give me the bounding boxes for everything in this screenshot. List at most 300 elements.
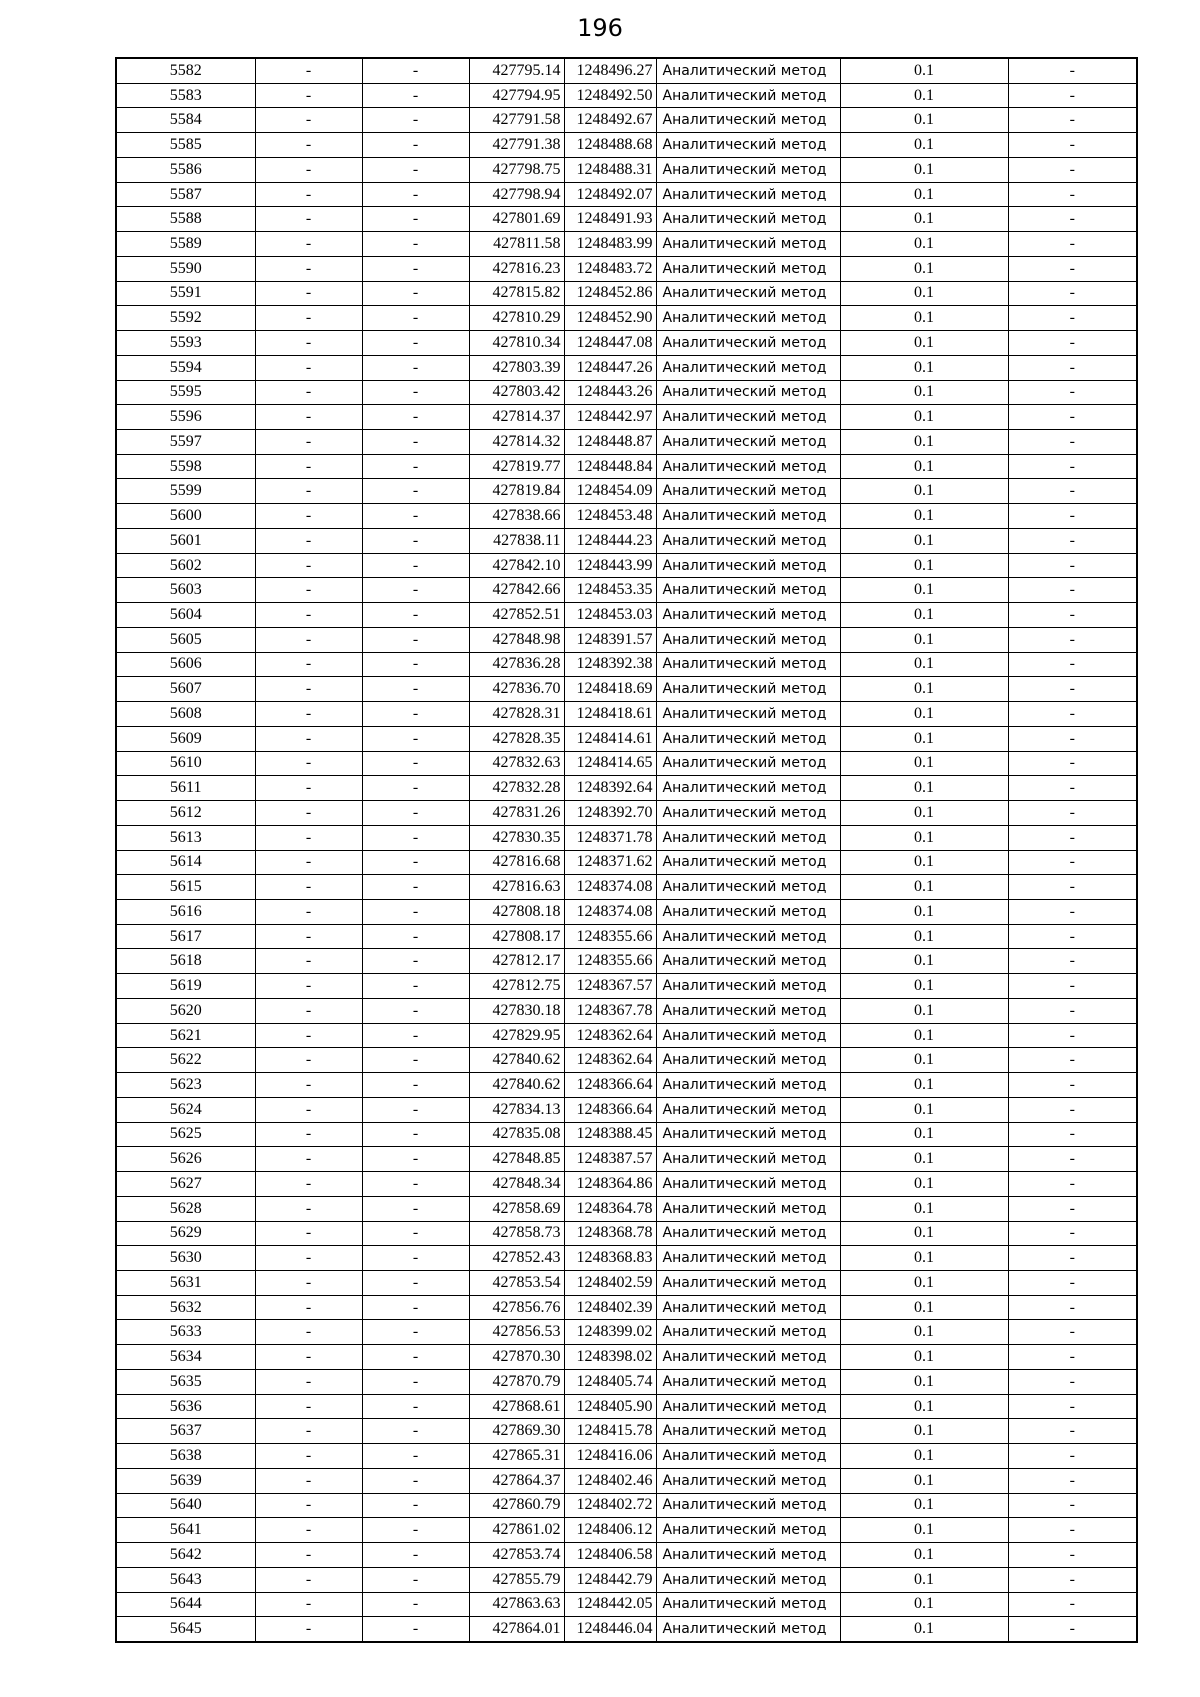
method-cell: Аналитический метод (656, 1518, 840, 1543)
empty-value-cell: - (362, 430, 469, 455)
empty-value-cell: - (255, 1172, 362, 1197)
method-cell: Аналитический метод (656, 1172, 840, 1197)
method-cell: Аналитический метод (656, 306, 840, 331)
method-cell: Аналитический метод (656, 1444, 840, 1469)
y-coordinate-cell: 1248418.69 (564, 677, 656, 702)
x-coordinate-cell: 427810.34 (469, 331, 564, 356)
y-coordinate-cell: 1248364.78 (564, 1196, 656, 1221)
point-number-cell: 5596 (116, 405, 255, 430)
table-row (116, 182, 1137, 207)
x-coordinate-cell: 427848.98 (469, 627, 564, 652)
note-cell: - (1008, 528, 1137, 553)
y-coordinate-cell: 1248355.66 (564, 949, 656, 974)
note-cell: - (1008, 924, 1137, 949)
accuracy-cell: 0.1 (840, 1543, 1008, 1568)
x-coordinate-cell: 427858.73 (469, 1221, 564, 1246)
x-coordinate-cell: 427842.66 (469, 578, 564, 603)
y-coordinate-cell: 1248367.57 (564, 974, 656, 999)
empty-value-cell: - (362, 182, 469, 207)
y-coordinate-cell: 1248453.35 (564, 578, 656, 603)
y-coordinate-cell: 1248362.64 (564, 1048, 656, 1073)
point-number-cell: 5591 (116, 281, 255, 306)
accuracy-cell: 0.1 (840, 1048, 1008, 1073)
table-body (116, 58, 1137, 1642)
method-cell: Аналитический метод (656, 776, 840, 801)
y-coordinate-cell: 1248402.46 (564, 1468, 656, 1493)
point-number-cell: 5643 (116, 1567, 255, 1592)
note-cell: - (1008, 825, 1137, 850)
y-coordinate-cell: 1248414.65 (564, 751, 656, 776)
method-cell: Аналитический метод (656, 1147, 840, 1172)
method-cell: Аналитический метод (656, 504, 840, 529)
table-row (116, 726, 1137, 751)
table-row (116, 1345, 1137, 1370)
method-cell: Аналитический метод (656, 157, 840, 182)
table-row (116, 1122, 1137, 1147)
note-cell: - (1008, 702, 1137, 727)
method-cell: Аналитический метод (656, 1543, 840, 1568)
y-coordinate-cell: 1248453.03 (564, 603, 656, 628)
empty-value-cell: - (255, 306, 362, 331)
note-cell: - (1008, 355, 1137, 380)
empty-value-cell: - (362, 380, 469, 405)
empty-value-cell: - (255, 1023, 362, 1048)
empty-value-cell: - (362, 1394, 469, 1419)
empty-value-cell: - (255, 1097, 362, 1122)
y-coordinate-cell: 1248392.70 (564, 801, 656, 826)
empty-value-cell: - (362, 1592, 469, 1617)
y-coordinate-cell: 1248402.59 (564, 1270, 656, 1295)
method-cell: Аналитический метод (656, 405, 840, 430)
accuracy-cell: 0.1 (840, 1270, 1008, 1295)
empty-value-cell: - (255, 801, 362, 826)
y-coordinate-cell: 1248453.48 (564, 504, 656, 529)
accuracy-cell: 0.1 (840, 306, 1008, 331)
x-coordinate-cell: 427842.10 (469, 553, 564, 578)
empty-value-cell: - (362, 1122, 469, 1147)
empty-value-cell: - (255, 1518, 362, 1543)
point-number-cell: 5585 (116, 133, 255, 158)
empty-value-cell: - (362, 974, 469, 999)
note-cell: - (1008, 1221, 1137, 1246)
point-number-cell: 5624 (116, 1097, 255, 1122)
table-row (116, 1172, 1137, 1197)
empty-value-cell: - (362, 1369, 469, 1394)
accuracy-cell: 0.1 (840, 1196, 1008, 1221)
empty-value-cell: - (362, 801, 469, 826)
table-row (116, 1518, 1137, 1543)
method-cell: Аналитический метод (656, 182, 840, 207)
accuracy-cell: 0.1 (840, 1345, 1008, 1370)
accuracy-cell: 0.1 (840, 1592, 1008, 1617)
point-number-cell: 5631 (116, 1270, 255, 1295)
table-row (116, 998, 1137, 1023)
y-coordinate-cell: 1248406.58 (564, 1543, 656, 1568)
y-coordinate-cell: 1248448.87 (564, 430, 656, 455)
note-cell: - (1008, 1122, 1137, 1147)
point-number-cell: 5627 (116, 1172, 255, 1197)
empty-value-cell: - (255, 1468, 362, 1493)
method-cell: Аналитический метод (656, 998, 840, 1023)
accuracy-cell: 0.1 (840, 776, 1008, 801)
note-cell: - (1008, 899, 1137, 924)
y-coordinate-cell: 1248371.62 (564, 850, 656, 875)
point-number-cell: 5586 (116, 157, 255, 182)
empty-value-cell: - (362, 306, 469, 331)
y-coordinate-cell: 1248405.74 (564, 1369, 656, 1394)
accuracy-cell: 0.1 (840, 1394, 1008, 1419)
x-coordinate-cell: 427864.01 (469, 1617, 564, 1642)
note-cell: - (1008, 1023, 1137, 1048)
accuracy-cell: 0.1 (840, 949, 1008, 974)
note-cell: - (1008, 751, 1137, 776)
y-coordinate-cell: 1248443.26 (564, 380, 656, 405)
x-coordinate-cell: 427836.28 (469, 652, 564, 677)
table-row (116, 776, 1137, 801)
point-number-cell: 5633 (116, 1320, 255, 1345)
accuracy-cell: 0.1 (840, 430, 1008, 455)
note-cell: - (1008, 949, 1137, 974)
note-cell: - (1008, 380, 1137, 405)
note-cell: - (1008, 1295, 1137, 1320)
table-row (116, 256, 1137, 281)
accuracy-cell: 0.1 (840, 1518, 1008, 1543)
method-cell: Аналитический метод (656, 1221, 840, 1246)
note-cell: - (1008, 875, 1137, 900)
y-coordinate-cell: 1248388.45 (564, 1122, 656, 1147)
method-cell: Аналитический метод (656, 380, 840, 405)
method-cell: Аналитический метод (656, 454, 840, 479)
table-row (116, 1320, 1137, 1345)
y-coordinate-cell: 1248492.67 (564, 108, 656, 133)
table-row (116, 702, 1137, 727)
note-cell: - (1008, 553, 1137, 578)
empty-value-cell: - (362, 454, 469, 479)
empty-value-cell: - (362, 578, 469, 603)
table-row (116, 875, 1137, 900)
accuracy-cell: 0.1 (840, 504, 1008, 529)
accuracy-cell: 0.1 (840, 58, 1008, 83)
y-coordinate-cell: 1248492.50 (564, 83, 656, 108)
table-row (116, 1270, 1137, 1295)
empty-value-cell: - (255, 528, 362, 553)
y-coordinate-cell: 1248492.07 (564, 182, 656, 207)
table-row (116, 627, 1137, 652)
x-coordinate-cell: 427828.35 (469, 726, 564, 751)
accuracy-cell: 0.1 (840, 1073, 1008, 1098)
empty-value-cell: - (255, 1147, 362, 1172)
y-coordinate-cell: 1248355.66 (564, 924, 656, 949)
empty-value-cell: - (362, 1196, 469, 1221)
empty-value-cell: - (362, 355, 469, 380)
accuracy-cell: 0.1 (840, 553, 1008, 578)
accuracy-cell: 0.1 (840, 702, 1008, 727)
y-coordinate-cell: 1248448.84 (564, 454, 656, 479)
table-row (116, 801, 1137, 826)
point-number-cell: 5619 (116, 974, 255, 999)
table-row (116, 331, 1137, 356)
empty-value-cell: - (255, 1567, 362, 1592)
empty-value-cell: - (362, 899, 469, 924)
empty-value-cell: - (255, 58, 362, 83)
x-coordinate-cell: 427832.63 (469, 751, 564, 776)
point-number-cell: 5614 (116, 850, 255, 875)
accuracy-cell: 0.1 (840, 1493, 1008, 1518)
note-cell: - (1008, 1196, 1137, 1221)
table-row (116, 1246, 1137, 1271)
note-cell: - (1008, 479, 1137, 504)
note-cell: - (1008, 504, 1137, 529)
y-coordinate-cell: 1248414.61 (564, 726, 656, 751)
point-number-cell: 5604 (116, 603, 255, 628)
empty-value-cell: - (362, 1617, 469, 1642)
empty-value-cell: - (255, 776, 362, 801)
x-coordinate-cell: 427810.29 (469, 306, 564, 331)
point-number-cell: 5642 (116, 1543, 255, 1568)
y-coordinate-cell: 1248402.39 (564, 1295, 656, 1320)
empty-value-cell: - (255, 998, 362, 1023)
accuracy-cell: 0.1 (840, 182, 1008, 207)
y-coordinate-cell: 1248442.79 (564, 1567, 656, 1592)
point-number-cell: 5600 (116, 504, 255, 529)
empty-value-cell: - (362, 751, 469, 776)
note-cell: - (1008, 405, 1137, 430)
empty-value-cell: - (255, 1295, 362, 1320)
x-coordinate-cell: 427811.58 (469, 232, 564, 257)
point-number-cell: 5606 (116, 652, 255, 677)
empty-value-cell: - (362, 924, 469, 949)
point-number-cell: 5595 (116, 380, 255, 405)
empty-value-cell: - (255, 627, 362, 652)
empty-value-cell: - (255, 1345, 362, 1370)
accuracy-cell: 0.1 (840, 108, 1008, 133)
note-cell: - (1008, 1345, 1137, 1370)
point-number-cell: 5639 (116, 1468, 255, 1493)
x-coordinate-cell: 427853.54 (469, 1270, 564, 1295)
empty-value-cell: - (362, 726, 469, 751)
empty-value-cell: - (255, 405, 362, 430)
note-cell: - (1008, 1567, 1137, 1592)
note-cell: - (1008, 430, 1137, 455)
y-coordinate-cell: 1248402.72 (564, 1493, 656, 1518)
note-cell: - (1008, 281, 1137, 306)
empty-value-cell: - (255, 751, 362, 776)
method-cell: Аналитический метод (656, 281, 840, 306)
empty-value-cell: - (255, 380, 362, 405)
method-cell: Аналитический метод (656, 1468, 840, 1493)
point-number-cell: 5615 (116, 875, 255, 900)
x-coordinate-cell: 427808.17 (469, 924, 564, 949)
x-coordinate-cell: 427791.58 (469, 108, 564, 133)
empty-value-cell: - (362, 157, 469, 182)
method-cell: Аналитический метод (656, 677, 840, 702)
y-coordinate-cell: 1248367.78 (564, 998, 656, 1023)
point-number-cell: 5611 (116, 776, 255, 801)
x-coordinate-cell: 427835.08 (469, 1122, 564, 1147)
x-coordinate-cell: 427840.62 (469, 1073, 564, 1098)
y-coordinate-cell: 1248362.64 (564, 1023, 656, 1048)
accuracy-cell: 0.1 (840, 1122, 1008, 1147)
empty-value-cell: - (255, 157, 362, 182)
x-coordinate-cell: 427801.69 (469, 207, 564, 232)
table-row (116, 677, 1137, 702)
method-cell: Аналитический метод (656, 1196, 840, 1221)
note-cell: - (1008, 1444, 1137, 1469)
table-row (116, 924, 1137, 949)
accuracy-cell: 0.1 (840, 1221, 1008, 1246)
point-number-cell: 5645 (116, 1617, 255, 1642)
table-row (116, 355, 1137, 380)
empty-value-cell: - (255, 454, 362, 479)
y-coordinate-cell: 1248446.04 (564, 1617, 656, 1642)
accuracy-cell: 0.1 (840, 454, 1008, 479)
empty-value-cell: - (362, 528, 469, 553)
empty-value-cell: - (255, 1122, 362, 1147)
empty-value-cell: - (362, 1246, 469, 1271)
x-coordinate-cell: 427848.85 (469, 1147, 564, 1172)
note-cell: - (1008, 58, 1137, 83)
table-row (116, 232, 1137, 257)
method-cell: Аналитический метод (656, 1592, 840, 1617)
point-number-cell: 5644 (116, 1592, 255, 1617)
empty-value-cell: - (255, 825, 362, 850)
table-row (116, 1567, 1137, 1592)
y-coordinate-cell: 1248418.61 (564, 702, 656, 727)
x-coordinate-cell: 427814.37 (469, 405, 564, 430)
table-row (116, 479, 1137, 504)
empty-value-cell: - (255, 355, 362, 380)
empty-value-cell: - (255, 430, 362, 455)
method-cell: Аналитический метод (656, 1073, 840, 1098)
note-cell: - (1008, 1518, 1137, 1543)
accuracy-cell: 0.1 (840, 751, 1008, 776)
method-cell: Аналитический метод (656, 924, 840, 949)
note-cell: - (1008, 1369, 1137, 1394)
empty-value-cell: - (255, 850, 362, 875)
x-coordinate-cell: 427861.02 (469, 1518, 564, 1543)
x-coordinate-cell: 427795.14 (469, 58, 564, 83)
note-cell: - (1008, 998, 1137, 1023)
x-coordinate-cell: 427856.53 (469, 1320, 564, 1345)
empty-value-cell: - (255, 232, 362, 257)
empty-value-cell: - (362, 207, 469, 232)
table-row (116, 1468, 1137, 1493)
empty-value-cell: - (255, 504, 362, 529)
empty-value-cell: - (255, 603, 362, 628)
table-row (116, 58, 1137, 83)
method-cell: Аналитический метод (656, 1097, 840, 1122)
y-coordinate-cell: 1248366.64 (564, 1097, 656, 1122)
accuracy-cell: 0.1 (840, 479, 1008, 504)
table-row (116, 850, 1137, 875)
x-coordinate-cell: 427856.76 (469, 1295, 564, 1320)
accuracy-cell: 0.1 (840, 801, 1008, 826)
y-coordinate-cell: 1248368.83 (564, 1246, 656, 1271)
accuracy-cell: 0.1 (840, 157, 1008, 182)
x-coordinate-cell: 427829.95 (469, 1023, 564, 1048)
table-row (116, 1543, 1137, 1568)
x-coordinate-cell: 427853.74 (469, 1543, 564, 1568)
accuracy-cell: 0.1 (840, 232, 1008, 257)
table-row (116, 1221, 1137, 1246)
note-cell: - (1008, 1419, 1137, 1444)
note-cell: - (1008, 1246, 1137, 1271)
x-coordinate-cell: 427819.84 (469, 479, 564, 504)
empty-value-cell: - (255, 949, 362, 974)
note-cell: - (1008, 1073, 1137, 1098)
empty-value-cell: - (362, 1345, 469, 1370)
table-row (116, 553, 1137, 578)
accuracy-cell: 0.1 (840, 875, 1008, 900)
point-number-cell: 5630 (116, 1246, 255, 1271)
point-number-cell: 5593 (116, 331, 255, 356)
empty-value-cell: - (362, 504, 469, 529)
note-cell: - (1008, 1172, 1137, 1197)
x-coordinate-cell: 427814.32 (469, 430, 564, 455)
empty-value-cell: - (362, 1543, 469, 1568)
y-coordinate-cell: 1248399.02 (564, 1320, 656, 1345)
empty-value-cell: - (362, 1023, 469, 1048)
empty-value-cell: - (255, 1444, 362, 1469)
accuracy-cell: 0.1 (840, 1147, 1008, 1172)
point-number-cell: 5608 (116, 702, 255, 727)
note-cell: - (1008, 1617, 1137, 1642)
table-row (116, 751, 1137, 776)
method-cell: Аналитический метод (656, 850, 840, 875)
empty-value-cell: - (362, 1320, 469, 1345)
empty-value-cell: - (255, 652, 362, 677)
empty-value-cell: - (255, 974, 362, 999)
accuracy-cell: 0.1 (840, 133, 1008, 158)
y-coordinate-cell: 1248491.93 (564, 207, 656, 232)
table-row (116, 1444, 1137, 1469)
y-coordinate-cell: 1248368.78 (564, 1221, 656, 1246)
table-row (116, 83, 1137, 108)
x-coordinate-cell: 427870.79 (469, 1369, 564, 1394)
x-coordinate-cell: 427864.37 (469, 1468, 564, 1493)
table-row (116, 1295, 1137, 1320)
y-coordinate-cell: 1248452.86 (564, 281, 656, 306)
method-cell: Аналитический метод (656, 751, 840, 776)
point-number-cell: 5618 (116, 949, 255, 974)
accuracy-cell: 0.1 (840, 924, 1008, 949)
empty-value-cell: - (362, 256, 469, 281)
point-number-cell: 5603 (116, 578, 255, 603)
table-row (116, 1394, 1137, 1419)
point-number-cell: 5620 (116, 998, 255, 1023)
note-cell: - (1008, 603, 1137, 628)
accuracy-cell: 0.1 (840, 83, 1008, 108)
note-cell: - (1008, 331, 1137, 356)
note-cell: - (1008, 1097, 1137, 1122)
empty-value-cell: - (362, 108, 469, 133)
accuracy-cell: 0.1 (840, 974, 1008, 999)
table-row (116, 1048, 1137, 1073)
method-cell: Аналитический метод (656, 627, 840, 652)
point-number-cell: 5607 (116, 677, 255, 702)
table-row (116, 652, 1137, 677)
table-row (116, 578, 1137, 603)
x-coordinate-cell: 427794.95 (469, 83, 564, 108)
y-coordinate-cell: 1248447.08 (564, 331, 656, 356)
note-cell: - (1008, 232, 1137, 257)
accuracy-cell: 0.1 (840, 603, 1008, 628)
y-coordinate-cell: 1248444.23 (564, 528, 656, 553)
empty-value-cell: - (362, 603, 469, 628)
empty-value-cell: - (362, 232, 469, 257)
x-coordinate-cell: 427798.94 (469, 182, 564, 207)
empty-value-cell: - (362, 702, 469, 727)
